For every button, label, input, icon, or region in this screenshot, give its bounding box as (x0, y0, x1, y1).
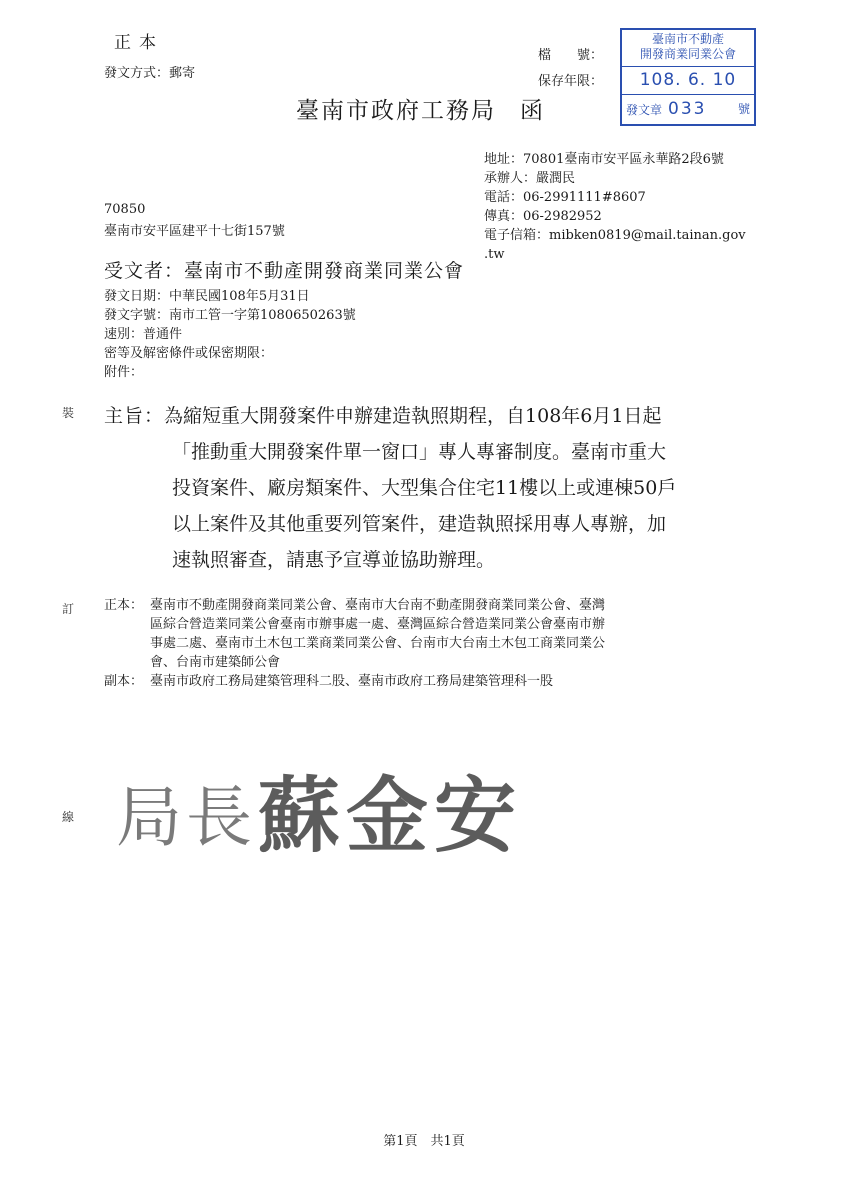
copy-recipients (104, 672, 784, 691)
original-line: 事處二處、臺南市土木包工業商業同業公會、台南市大台南土木包工商業同業公 (150, 636, 606, 651)
send-method: 發文方式：郵寄 (104, 66, 196, 81)
subject-line: 為縮短重大開發案件申辦建造執照期程，自108年6月1日起 (164, 405, 662, 427)
original-line: 區綜合營造業同業公會臺南市辦事處一處、臺灣區綜合營造業同業公會臺南市辦 (150, 617, 606, 632)
email-address: 電子信箱：mibken0819@mail.tainan.gov (484, 228, 746, 243)
agency-title: 臺南市政府工務局 (296, 98, 496, 124)
director-signature-stamp (110, 752, 550, 872)
signature-title: 局長 (116, 779, 256, 856)
stamp-org-line1: 臺南市不動產 (651, 32, 724, 46)
stamp-seq-unit: 號 (737, 102, 750, 116)
subject-line: 投資案件、廠房類案件、大型集合住宅11樓以上或連棟50戶 (172, 477, 677, 499)
signature-name: 蘇金安 (258, 768, 523, 864)
distribution-list (104, 596, 784, 691)
handler-name: 承辦人：嚴潤民 (484, 171, 576, 186)
stamp-sequence (626, 98, 750, 121)
subject-line: 以上案件及其他重要列管案件，建造執照採用專人專辦，加 (172, 513, 667, 535)
subject-line: 「推動重大開發案件單一窗口」專人專審制度。臺南市重大 (172, 441, 667, 463)
received-stamp (620, 28, 756, 126)
page-indicator: 第1頁 共1頁 (383, 1134, 465, 1149)
subject-line: 速執照審查，請惠予宣導並協助辦理。 (172, 549, 496, 571)
stamp-seq-label: 發文章 (626, 103, 663, 117)
subject-label: 主旨： (104, 405, 165, 427)
stamp-seq-number: 033 (668, 99, 707, 119)
binding-mark-zhuang: 裝 (62, 406, 75, 420)
phone-number: 電話：06-2991111#8607 (484, 190, 646, 205)
recipient-street: 臺南市安平區建平十七街157號 (104, 224, 285, 239)
file-number-label: 檔 號： (538, 48, 604, 63)
original-recipients (104, 596, 784, 672)
attachments: 附件： (104, 365, 144, 380)
original-line: 臺南市不動產開發商業同業公會、臺南市大台南不動產開發商業同業公會、臺灣 (150, 598, 606, 613)
secrecy-level: 密等及解密條件或保密期限： (104, 346, 274, 361)
recipient-zip: 70850 (104, 202, 146, 217)
fax-number: 傳真：06-2982952 (484, 209, 602, 224)
copy-line: 臺南市政府工務局建築管理科二股、臺南市政府工務局建築管理科一股 (150, 674, 554, 689)
reference-number: 發文字號：南市工管一字第1080650263號 (104, 308, 356, 323)
copy-type-label: 正本 (114, 33, 164, 53)
recipient-line: 受文者：臺南市不動產開發商業同業公會 (104, 260, 465, 282)
stamp-date: 108. 6. 10 (622, 66, 754, 95)
original-label: 正本： (104, 598, 144, 613)
copy-label: 副本： (104, 674, 144, 689)
document-type: 函 (520, 98, 545, 124)
delivery-speed: 速別：普通件 (104, 327, 183, 342)
issue-date: 發文日期：中華民國108年5月31日 (104, 289, 310, 304)
stamp-organization (622, 30, 754, 67)
binding-mark-xian: 線 (62, 810, 75, 824)
document-title (296, 92, 545, 125)
binding-mark-ding: 訂 (62, 602, 75, 616)
subject-block (104, 398, 774, 578)
document-meta (104, 287, 356, 382)
stamp-org-line2: 開發商業同業公會 (639, 47, 736, 61)
email-address-cont: .tw (484, 247, 505, 262)
sender-contact-block (484, 150, 746, 264)
original-line: 會、台南市建築師公會 (150, 655, 281, 670)
retention-label: 保存年限： (538, 74, 604, 89)
sender-address: 地址：70801臺南市安平區永華路2段6號 (484, 152, 724, 167)
